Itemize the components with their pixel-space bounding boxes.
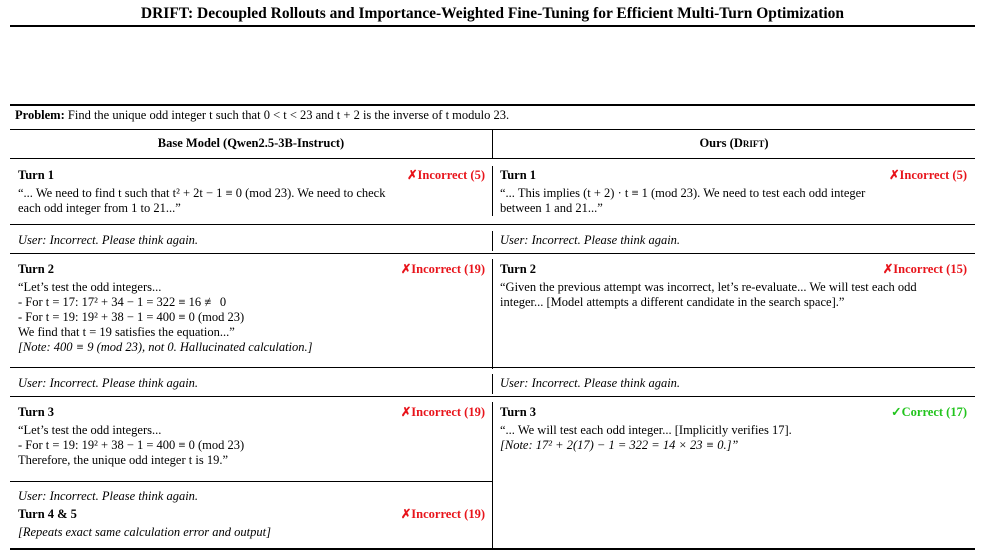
right-column-header (493, 136, 975, 151)
right-feedback-1: User: Incorrect. Please think again. (500, 233, 681, 247)
column-divider-turn1 (492, 166, 493, 216)
column-divider-feedback1 (492, 231, 493, 251)
right-turn3-line-1: “... We will test each odd integer... [Implicitly verifies 17]. (500, 423, 792, 437)
left-turn2-status: ✗Incorrect (19) (400, 262, 485, 276)
left-feedback-2: User: Incorrect. Please think again. (18, 376, 199, 390)
left-turn45-note: [Repeats exact same calculation error and output] (18, 525, 271, 539)
left-turn2-line-3: - For t = 19: 19² + 38 − 1 = 400 ≡ 0 (mod 23) (18, 310, 245, 324)
right-turn2-label: Turn 2 (500, 262, 537, 276)
right-turn2-line-2: integer... [Model attempts a different candidate in the search space].” (500, 295, 845, 309)
turn2-rule (10, 367, 975, 368)
right-header-suffix: ) (764, 136, 769, 150)
problem-label: Problem: (15, 108, 65, 122)
right-header-prefix: Ours ( (699, 136, 734, 150)
right-turn2-status: ✗Incorrect (15) (882, 262, 967, 276)
table-bottom-rule (10, 548, 975, 550)
left-column-header: Base Model (Qwen2.5-3B-Instruct) (157, 136, 345, 150)
left-turn3-line-2: - For t = 19: 19² + 38 − 1 = 400 ≡ 0 (mod 23) (18, 438, 245, 452)
left-turn2-label: Turn 2 (18, 262, 55, 276)
header-rule (10, 158, 975, 159)
left-turn3-line-1: “Let’s test the odd integers... (18, 423, 162, 437)
column-divider-turn3 (492, 402, 493, 550)
left-feedback-1: User: Incorrect. Please think again. (18, 233, 199, 247)
feedback2-rule (10, 396, 975, 397)
column-divider-header (492, 129, 493, 158)
paper-title: DRIFT: Decoupled Rollouts and Importance-Weighted Fine-Tuning for Efficient Multi-Turn Optimization (140, 5, 845, 22)
right-feedback-2: User: Incorrect. Please think again. (500, 376, 681, 390)
table-top-rule (10, 104, 975, 106)
right-turn1-line-2: between 1 and 21...” (500, 201, 603, 215)
right-turn1-label: Turn 1 (500, 168, 537, 182)
left-turn2-line-4: We find that t = 19 satisfies the equation...” (18, 325, 235, 339)
title-rule (10, 25, 975, 27)
left-turn1-status: ✗Incorrect (5) (407, 168, 485, 182)
left-feedback-3: User: Incorrect. Please think again. (18, 489, 199, 503)
left-turn1-line-1: “... We need to find t such that t² + 2t − 1 ≡ 0 (mod 23). We need to check (18, 186, 386, 200)
left-turn3-status: ✗Incorrect (19) (400, 405, 485, 419)
left-turn2-note: [Note: 400 ≡ 9 (mod 23), not 0. Hallucinated calculation.] (18, 340, 313, 354)
feedback1-rule (10, 253, 975, 254)
column-divider-feedback2 (492, 374, 493, 394)
turn1-rule (10, 224, 975, 225)
right-turn1-status: ✗Incorrect (5) (889, 168, 967, 182)
problem-statement (15, 108, 509, 123)
left-turn2-line-1: “Let’s test the odd integers... (18, 280, 162, 294)
left-turn3-line-3: Therefore, the unique odd integer t is 19.” (18, 453, 228, 467)
turn3-left-rule (10, 481, 492, 482)
column-divider-turn2 (492, 259, 493, 369)
left-turn1-label: Turn 1 (18, 168, 55, 182)
problem-text: Find the unique odd integer t such that 0 < t < 23 and t + 2 is the inverse of t modulo 23. (67, 108, 510, 122)
right-turn3-note: [Note: 17² + 2(17) − 1 = 322 = 14 × 23 ≡ 0.]” (500, 438, 739, 452)
left-turn3-label: Turn 3 (18, 405, 55, 419)
right-turn2-line-1: “Given the previous attempt was incorrect, let’s re-evaluate... We will test each odd (500, 280, 917, 294)
left-turn45-status: ✗Incorrect (19) (400, 507, 485, 521)
left-turn45-label: Turn 4 & 5 (18, 507, 77, 521)
right-turn3-status: ✓Correct (17) (891, 405, 967, 419)
right-turn3-label: Turn 3 (500, 405, 537, 419)
right-turn1-line-1: “... This implies (t + 2) · t ≡ 1 (mod 23). We need to test each odd integer (500, 186, 866, 200)
right-header-method-name: Drift (733, 136, 765, 150)
left-turn2-line-2: - For t = 17: 17² + 34 − 1 = 322 ≡ 16 ≢ 0 (18, 295, 227, 309)
left-turn1-line-2: each odd integer from 1 to 21...” (18, 201, 181, 215)
